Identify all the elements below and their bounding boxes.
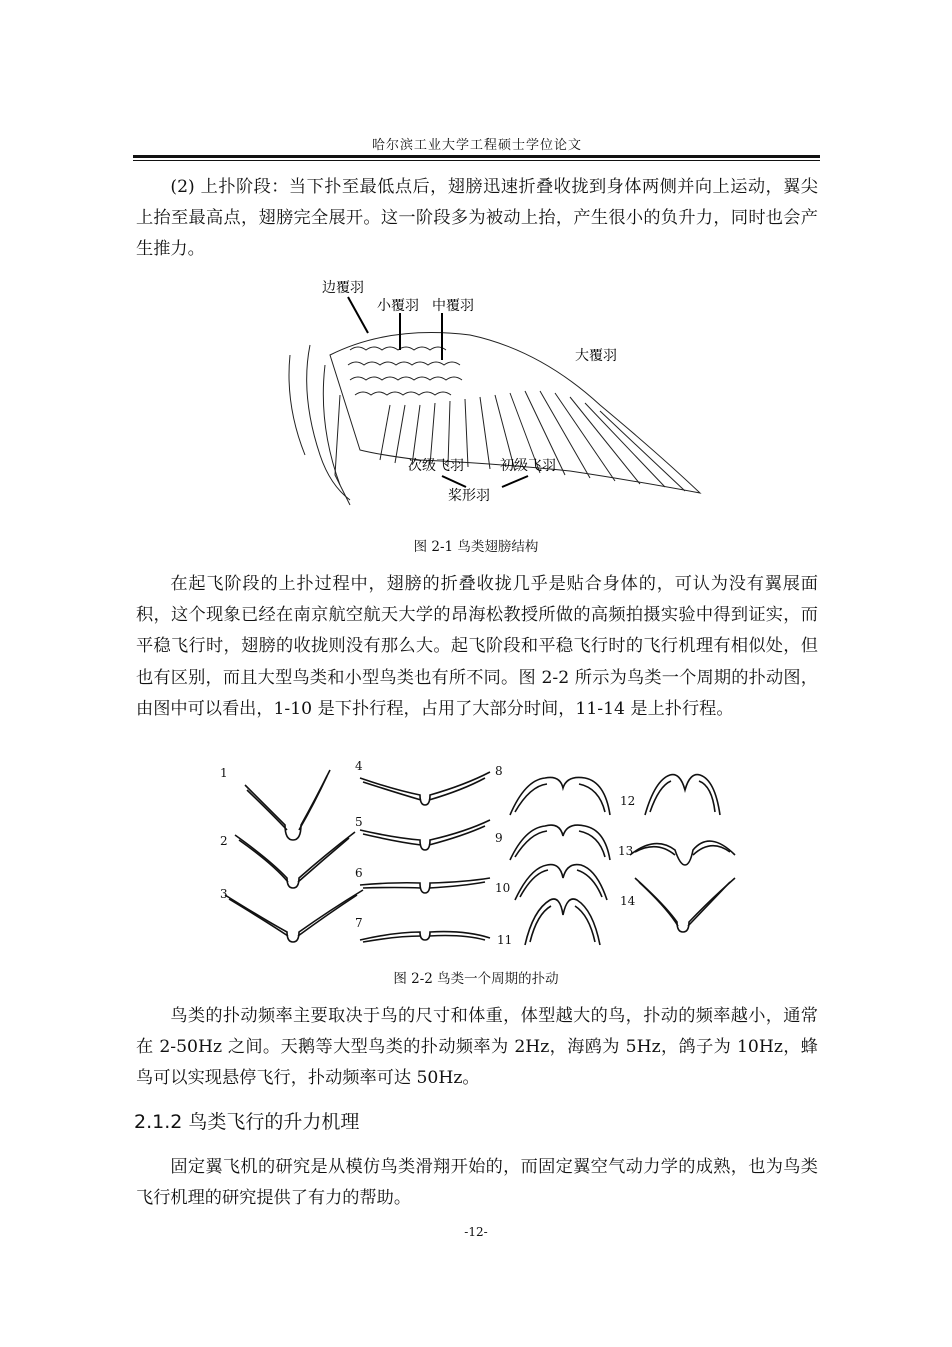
- frame-label-11: 11: [497, 933, 513, 947]
- paragraph-fixed-wing: 固定翼飞机的研究是从模仿鸟类滑翔开始的，而固定翼空气动力学的成熟，也为鸟类飞行机理的研究提供了有力的帮助。: [136, 1157, 818, 1209]
- label-edge-coverts: 边覆羽: [322, 280, 364, 296]
- frame-label-7: 7: [355, 916, 363, 930]
- figure-2-caption: 图 2-2 鸟类一个周期的扑动: [393, 971, 559, 987]
- frame-label-6: 6: [355, 866, 363, 880]
- label-secondary-feathers: 次级飞羽: [408, 458, 464, 474]
- paragraph-takeoff: 在起飞阶段的上扑过程中，翅膀的折叠收拢几乎是贴合身体的，可认为没有翼展面积，这个现象已经在南京航空航天大学的昂海松教授所做的高频拍摄实验中得到证实，而平稳飞行时，翅膀的收拢则没有那么大。起飞阶段和平稳飞行时的飞行机理有相似处，但也有区别，而且大型鸟类和小型鸟类也有所不同。图 2-2 所示为鸟类一个周期的扑动图，由图中可以看出，1-10 是下扑行程，占用了大部分时间，11-14 是上扑行程。: [136, 574, 818, 719]
- header-rule-thick: [133, 155, 820, 158]
- label-large-coverts: 大覆羽: [575, 348, 617, 364]
- frame-label-14: 14: [620, 894, 636, 908]
- paragraph-upstroke: (2) 上扑阶段：当下扑至最低点后，翅膀迅速折叠收拢到身体两侧并向上运动，翼尖上抬至最高点，翅膀完全展开。这一阶段多为被动上抬，产生很小的负升力，同时也会产生推力。: [136, 177, 818, 260]
- frame-label-8: 8: [495, 764, 503, 778]
- frame-label-12: 12: [620, 794, 636, 808]
- frame-label-3: 3: [220, 887, 228, 901]
- frame-label-10: 10: [495, 881, 511, 895]
- frame-label-13: 13: [618, 844, 634, 858]
- figure-wing-structure: [270, 275, 710, 515]
- frame-label-4: 4: [355, 760, 363, 773]
- label-primary-feathers: 初级飞羽: [500, 458, 556, 474]
- paragraph-frequency: 鸟类的扑动频率主要取决于鸟的尺寸和体重，体型越大的鸟，扑动的频率越小，通常在 2-50Hz 之间。天鹅等大型鸟类的扑动频率为 2Hz，海鸥为 5Hz，鸽子为 10Hz，蜂鸟可以实现悬停飞行，扑动频率可达 50Hz。: [136, 1006, 818, 1089]
- frame-label-9: 9: [495, 831, 503, 845]
- frame-label-2: 2: [220, 834, 228, 848]
- page-number: -12-: [464, 1225, 488, 1239]
- label-scapular-feathers: 桨形羽: [448, 488, 490, 504]
- figure-flapping-cycle: [215, 760, 740, 955]
- section-heading: 2.1.2 鸟类飞行的升力机理: [134, 1111, 360, 1133]
- label-small-coverts: 小覆羽: [377, 298, 419, 314]
- running-header: 哈尔滨工业大学工程硕士学位论文: [371, 138, 582, 153]
- label-middle-coverts: 中覆羽: [432, 298, 474, 314]
- frame-label-1: 1: [220, 766, 228, 780]
- figure-1-caption: 图 2-1 鸟类翅膀结构: [413, 539, 539, 555]
- frame-label-5: 5: [355, 815, 363, 829]
- header-rule-thin: [133, 160, 820, 161]
